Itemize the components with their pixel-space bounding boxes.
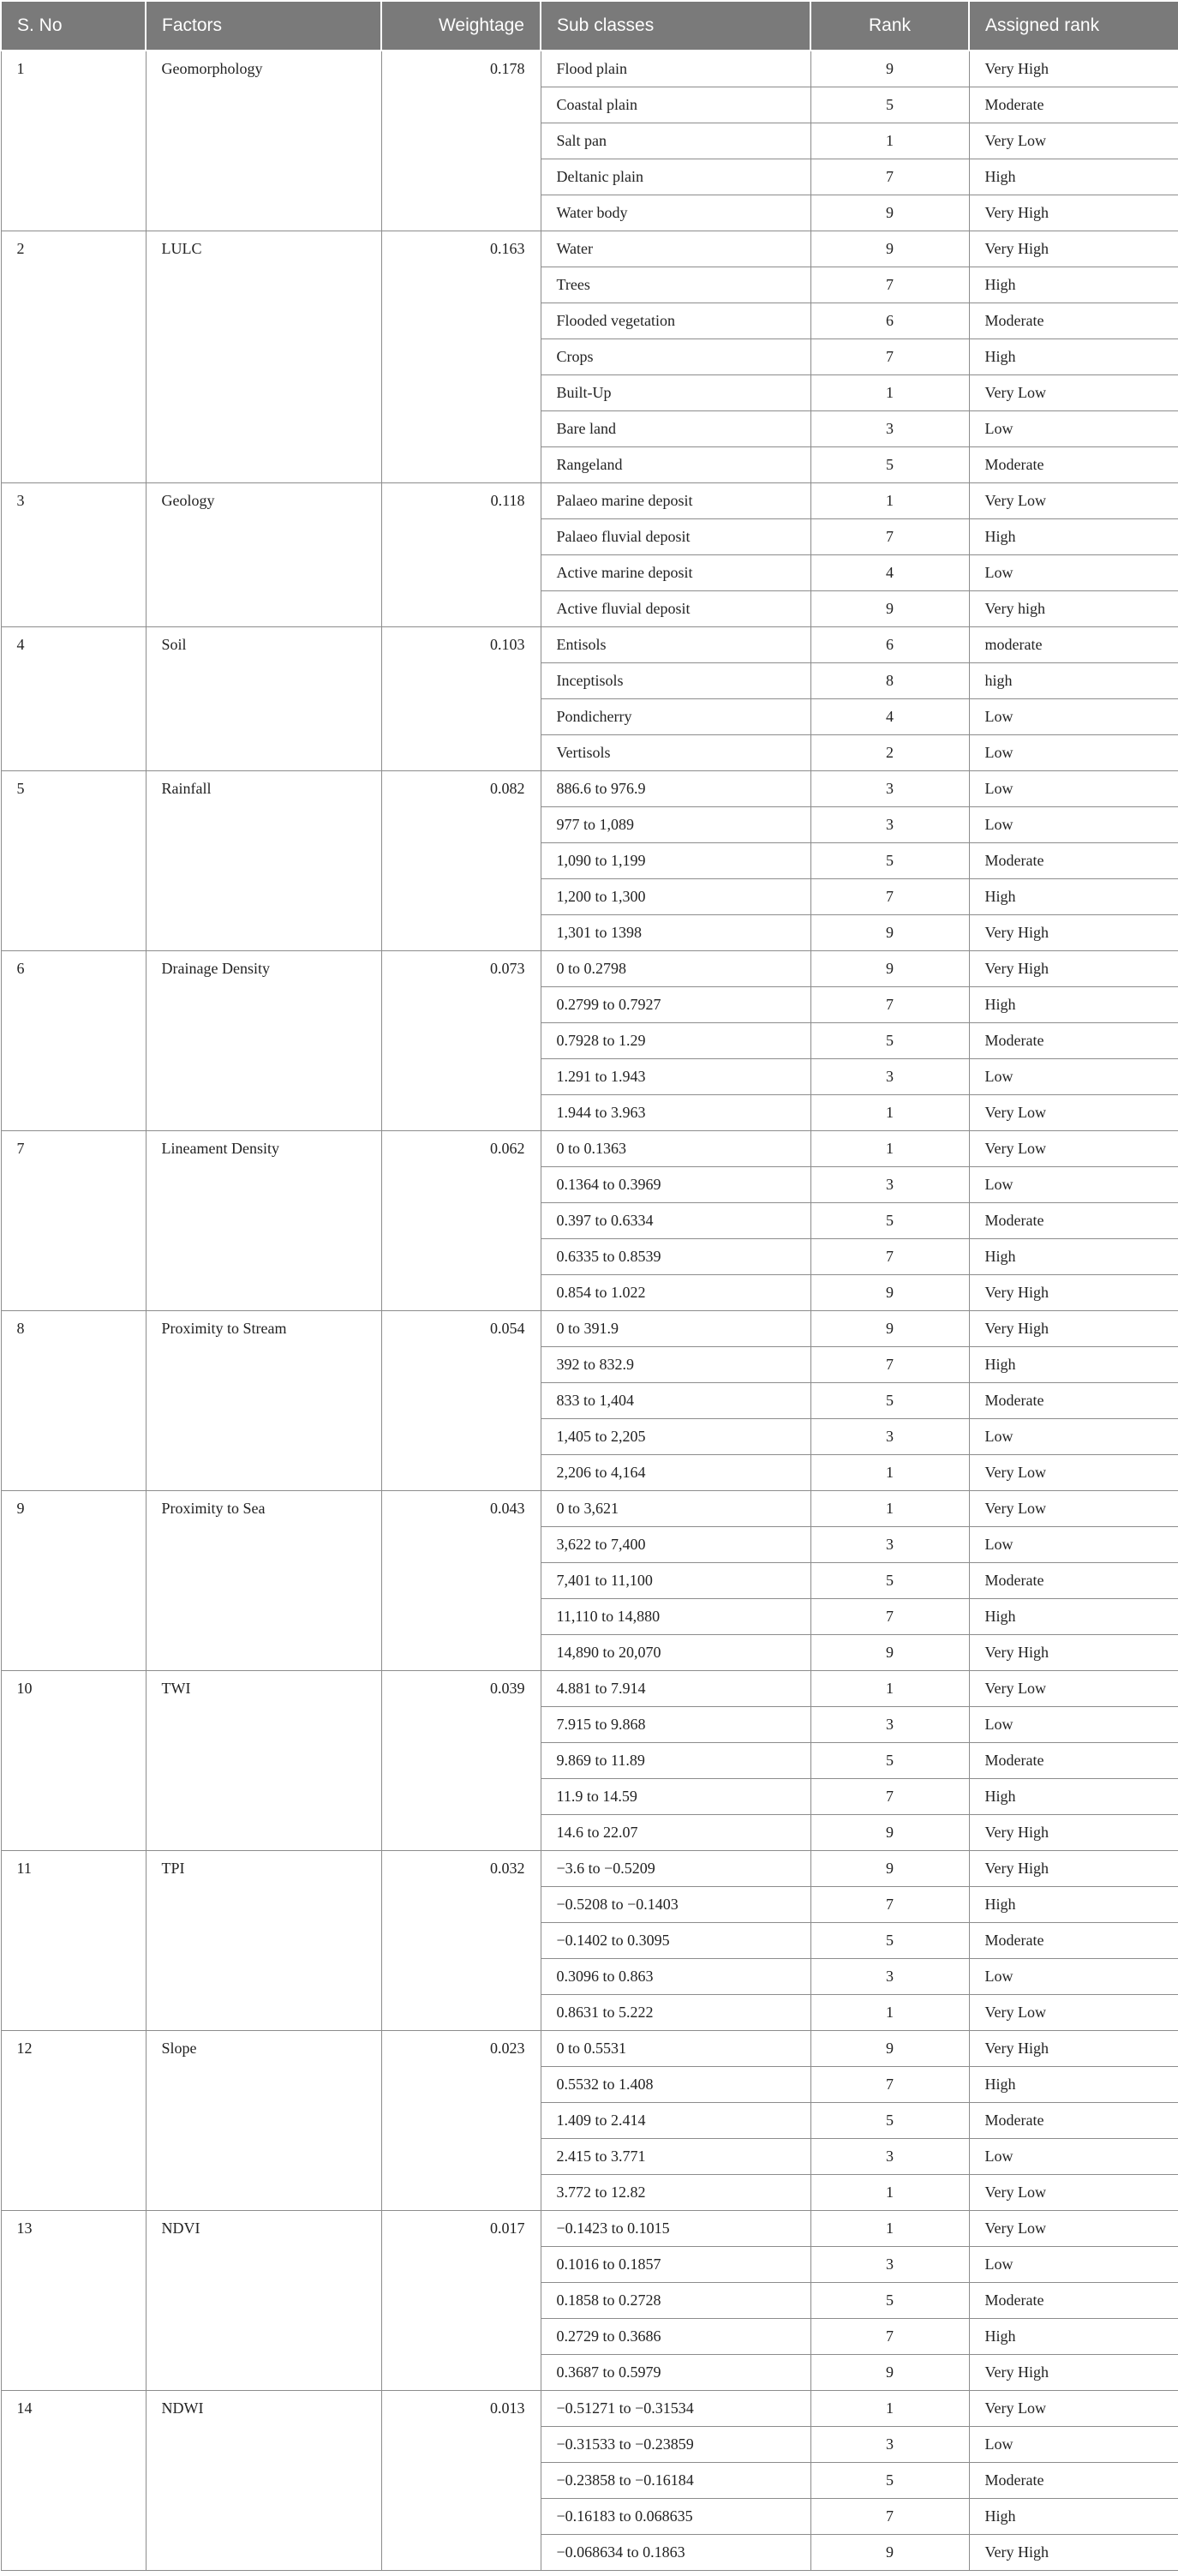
rank-cell: 9 bbox=[810, 915, 969, 951]
sub-class-cell: 0.5532 to 1.408 bbox=[541, 2067, 810, 2103]
assigned-rank-cell: high bbox=[969, 663, 1178, 699]
sub-class-cell: 0.2729 to 0.3686 bbox=[541, 2319, 810, 2355]
weightage-cell: 0.023 bbox=[381, 2031, 541, 2211]
sub-class-cell: Active fluvial deposit bbox=[541, 591, 810, 627]
rank-cell: 9 bbox=[810, 2535, 969, 2571]
sub-class-cell: 0 to 0.1363 bbox=[541, 1131, 810, 1167]
sub-class-cell: 9.869 to 11.89 bbox=[541, 1743, 810, 1779]
assigned-rank-cell: High bbox=[969, 1779, 1178, 1815]
sub-class-cell: 14.6 to 22.07 bbox=[541, 1815, 810, 1851]
assigned-rank-cell: Very High bbox=[969, 915, 1178, 951]
weightage-cell: 0.039 bbox=[381, 1671, 541, 1851]
sub-class-cell: Deltanic plain bbox=[541, 159, 810, 195]
rank-cell: 3 bbox=[810, 1167, 969, 1203]
assigned-rank-cell: Low bbox=[969, 2139, 1178, 2175]
sub-class-cell: Rangeland bbox=[541, 447, 810, 483]
sub-class-cell: 7.915 to 9.868 bbox=[541, 1707, 810, 1743]
rank-cell: 9 bbox=[810, 231, 969, 267]
rank-cell: 1 bbox=[810, 483, 969, 519]
assigned-rank-cell: Very Low bbox=[969, 1671, 1178, 1707]
assigned-rank-cell: High bbox=[969, 339, 1178, 375]
sub-class-cell: 0.1016 to 0.1857 bbox=[541, 2247, 810, 2283]
sub-class-cell: 2.415 to 3.771 bbox=[541, 2139, 810, 2175]
assigned-rank-cell: Moderate bbox=[969, 1023, 1178, 1059]
rank-cell: 8 bbox=[810, 663, 969, 699]
assigned-rank-cell: Low bbox=[969, 699, 1178, 735]
rank-cell: 6 bbox=[810, 627, 969, 663]
assigned-rank-cell: High bbox=[969, 2499, 1178, 2535]
rank-cell: 5 bbox=[810, 447, 969, 483]
assigned-rank-cell: Moderate bbox=[969, 1743, 1178, 1779]
sub-class-cell: Water bbox=[541, 231, 810, 267]
table-row bbox=[1, 1851, 1178, 1887]
table-row bbox=[1, 2031, 1178, 2067]
assigned-rank-cell: Very Low bbox=[969, 1995, 1178, 2031]
table-row bbox=[1, 1311, 1178, 1347]
rank-cell: 5 bbox=[810, 87, 969, 123]
sub-class-cell: −0.1402 to 0.3095 bbox=[541, 1923, 810, 1959]
assigned-rank-cell: Moderate bbox=[969, 2463, 1178, 2499]
sub-class-cell: 0.1858 to 0.2728 bbox=[541, 2283, 810, 2319]
sub-class-cell: −0.1423 to 0.1015 bbox=[541, 2211, 810, 2247]
factor-cell: TWI bbox=[146, 1671, 381, 1851]
weightage-cell: 0.118 bbox=[381, 483, 541, 627]
assigned-rank-cell: High bbox=[969, 1887, 1178, 1923]
rank-cell: 3 bbox=[810, 1059, 969, 1095]
table-row bbox=[1, 951, 1178, 987]
rank-cell: 1 bbox=[810, 2391, 969, 2427]
sub-class-cell: Crops bbox=[541, 339, 810, 375]
assigned-rank-cell: Very Low bbox=[969, 1491, 1178, 1527]
factor-cell: NDVI bbox=[146, 2211, 381, 2391]
sub-class-cell: −0.23858 to −0.16184 bbox=[541, 2463, 810, 2499]
header-sno: S. No bbox=[1, 1, 146, 51]
sub-class-cell: 7,401 to 11,100 bbox=[541, 1563, 810, 1599]
assigned-rank-cell: Low bbox=[969, 555, 1178, 591]
table-row bbox=[1, 1491, 1178, 1527]
sub-class-cell: 0 to 0.2798 bbox=[541, 951, 810, 987]
assigned-rank-cell: Very High bbox=[969, 2355, 1178, 2391]
rank-cell: 7 bbox=[810, 987, 969, 1023]
sub-class-cell: 0.397 to 0.6334 bbox=[541, 1203, 810, 1239]
table-row bbox=[1, 483, 1178, 519]
rank-cell: 5 bbox=[810, 843, 969, 879]
rank-cell: 5 bbox=[810, 2103, 969, 2139]
factor-cell: Slope bbox=[146, 2031, 381, 2211]
sub-class-cell: −0.068634 to 0.1863 bbox=[541, 2535, 810, 2571]
assigned-rank-cell: Low bbox=[969, 1167, 1178, 1203]
assigned-rank-cell: Very High bbox=[969, 231, 1178, 267]
rank-cell: 7 bbox=[810, 339, 969, 375]
sub-class-cell: Water body bbox=[541, 195, 810, 231]
sub-class-cell: 11,110 to 14,880 bbox=[541, 1599, 810, 1635]
assigned-rank-cell: Very High bbox=[969, 951, 1178, 987]
assigned-rank-cell: Moderate bbox=[969, 1563, 1178, 1599]
rank-cell: 7 bbox=[810, 519, 969, 555]
sub-class-cell: Entisols bbox=[541, 627, 810, 663]
rank-cell: 1 bbox=[810, 2175, 969, 2211]
assigned-rank-cell: Moderate bbox=[969, 2103, 1178, 2139]
table-row bbox=[1, 231, 1178, 267]
rank-cell: 5 bbox=[810, 1023, 969, 1059]
assigned-rank-cell: Low bbox=[969, 2427, 1178, 2463]
assigned-rank-cell: Very High bbox=[969, 2031, 1178, 2067]
weightage-cell: 0.163 bbox=[381, 231, 541, 483]
assigned-rank-cell: Very High bbox=[969, 1635, 1178, 1671]
rank-cell: 9 bbox=[810, 1311, 969, 1347]
table-row bbox=[1, 51, 1178, 87]
assigned-rank-cell: Very High bbox=[969, 2535, 1178, 2571]
sub-class-cell: 0.8631 to 5.222 bbox=[541, 1995, 810, 2031]
rank-cell: 5 bbox=[810, 1923, 969, 1959]
rank-cell: 9 bbox=[810, 1275, 969, 1311]
assigned-rank-cell: Low bbox=[969, 771, 1178, 807]
table-body bbox=[1, 51, 1178, 2571]
assigned-rank-cell: Very High bbox=[969, 1275, 1178, 1311]
weightage-cell: 0.082 bbox=[381, 771, 541, 951]
rank-cell: 5 bbox=[810, 2283, 969, 2319]
rank-cell: 3 bbox=[810, 1707, 969, 1743]
rank-cell: 3 bbox=[810, 1527, 969, 1563]
sub-class-cell: 1,405 to 2,205 bbox=[541, 1419, 810, 1455]
assigned-rank-cell: Moderate bbox=[969, 1203, 1178, 1239]
weightage-cell: 0.013 bbox=[381, 2391, 541, 2571]
rank-cell: 3 bbox=[810, 2427, 969, 2463]
rank-cell: 1 bbox=[810, 1671, 969, 1707]
assigned-rank-cell: Moderate bbox=[969, 1923, 1178, 1959]
assigned-rank-cell: Moderate bbox=[969, 1383, 1178, 1419]
assigned-rank-cell: Very High bbox=[969, 1311, 1178, 1347]
rank-cell: 7 bbox=[810, 267, 969, 303]
assigned-rank-cell: Very Low bbox=[969, 1095, 1178, 1131]
weightage-cell: 0.062 bbox=[381, 1131, 541, 1311]
rank-cell: 7 bbox=[810, 159, 969, 195]
weightage-cell: 0.043 bbox=[381, 1491, 541, 1671]
sub-class-cell: 886.6 to 976.9 bbox=[541, 771, 810, 807]
assigned-rank-cell: High bbox=[969, 2067, 1178, 2103]
sub-class-cell: 1.944 to 3.963 bbox=[541, 1095, 810, 1131]
rank-cell: 5 bbox=[810, 1383, 969, 1419]
sub-class-cell: 0.3687 to 0.5979 bbox=[541, 2355, 810, 2391]
rank-cell: 1 bbox=[810, 1095, 969, 1131]
sub-class-cell: −0.31533 to −0.23859 bbox=[541, 2427, 810, 2463]
rank-cell: 7 bbox=[810, 879, 969, 915]
sub-class-cell: 1,200 to 1,300 bbox=[541, 879, 810, 915]
rank-cell: 3 bbox=[810, 1959, 969, 1995]
assigned-rank-cell: Low bbox=[969, 2247, 1178, 2283]
assigned-rank-cell: Moderate bbox=[969, 87, 1178, 123]
factor-cell: Drainage Density bbox=[146, 951, 381, 1131]
assigned-rank-cell: Low bbox=[969, 1059, 1178, 1095]
rank-cell: 3 bbox=[810, 411, 969, 447]
factor-cell: Soil bbox=[146, 627, 381, 771]
rank-cell: 9 bbox=[810, 1815, 969, 1851]
weightage-cell: 0.073 bbox=[381, 951, 541, 1131]
sub-class-cell: 3,622 to 7,400 bbox=[541, 1527, 810, 1563]
sno-cell: 13 bbox=[1, 2211, 146, 2391]
sno-cell: 7 bbox=[1, 1131, 146, 1311]
sub-class-cell: 0.7928 to 1.29 bbox=[541, 1023, 810, 1059]
sub-class-cell: 0.6335 to 0.8539 bbox=[541, 1239, 810, 1275]
sno-cell: 1 bbox=[1, 51, 146, 231]
assigned-rank-cell: Very Low bbox=[969, 2211, 1178, 2247]
rank-cell: 1 bbox=[810, 375, 969, 411]
assigned-rank-cell: Moderate bbox=[969, 303, 1178, 339]
assigned-rank-cell: Very Low bbox=[969, 375, 1178, 411]
factor-cell: TPI bbox=[146, 1851, 381, 2031]
assigned-rank-cell: Very Low bbox=[969, 1131, 1178, 1167]
header-row bbox=[1, 1, 1178, 51]
sub-class-cell: Pondicherry bbox=[541, 699, 810, 735]
table-row bbox=[1, 1671, 1178, 1707]
assigned-rank-cell: Low bbox=[969, 807, 1178, 843]
factor-cell: LULC bbox=[146, 231, 381, 483]
rank-cell: 9 bbox=[810, 1851, 969, 1887]
sub-class-cell: 1,301 to 1398 bbox=[541, 915, 810, 951]
assigned-rank-cell: High bbox=[969, 519, 1178, 555]
sno-cell: 11 bbox=[1, 1851, 146, 2031]
assigned-rank-cell: Low bbox=[969, 1527, 1178, 1563]
assigned-rank-cell: High bbox=[969, 1347, 1178, 1383]
sub-class-cell: 4.881 to 7.914 bbox=[541, 1671, 810, 1707]
weightage-cell: 0.032 bbox=[381, 1851, 541, 2031]
sub-class-cell: 392 to 832.9 bbox=[541, 1347, 810, 1383]
sub-class-cell: −3.6 to −0.5209 bbox=[541, 1851, 810, 1887]
assigned-rank-cell: Very High bbox=[969, 1851, 1178, 1887]
header-assigned-rank: Assigned rank bbox=[969, 1, 1178, 51]
assigned-rank-cell: Low bbox=[969, 735, 1178, 771]
sub-class-cell: Coastal plain bbox=[541, 87, 810, 123]
rank-cell: 7 bbox=[810, 1887, 969, 1923]
sub-class-cell: 0.1364 to 0.3969 bbox=[541, 1167, 810, 1203]
rank-cell: 7 bbox=[810, 2067, 969, 2103]
assigned-rank-cell: Very Low bbox=[969, 1455, 1178, 1491]
rank-cell: 5 bbox=[810, 1203, 969, 1239]
assigned-rank-cell: moderate bbox=[969, 627, 1178, 663]
sno-cell: 9 bbox=[1, 1491, 146, 1671]
sub-class-cell: 3.772 to 12.82 bbox=[541, 2175, 810, 2211]
rank-cell: 5 bbox=[810, 2463, 969, 2499]
factor-cell: Proximity to Sea bbox=[146, 1491, 381, 1671]
sub-class-cell: 0.854 to 1.022 bbox=[541, 1275, 810, 1311]
table-row bbox=[1, 2211, 1178, 2247]
sub-class-cell: Active marine deposit bbox=[541, 555, 810, 591]
weightage-cell: 0.103 bbox=[381, 627, 541, 771]
rank-cell: 9 bbox=[810, 2355, 969, 2391]
sno-cell: 2 bbox=[1, 231, 146, 483]
assigned-rank-cell: Very Low bbox=[969, 2391, 1178, 2427]
weightage-cell: 0.178 bbox=[381, 51, 541, 231]
sub-class-cell: 977 to 1,089 bbox=[541, 807, 810, 843]
sub-class-cell: 0 to 3,621 bbox=[541, 1491, 810, 1527]
rank-cell: 7 bbox=[810, 1347, 969, 1383]
sno-cell: 3 bbox=[1, 483, 146, 627]
weightage-cell: 0.054 bbox=[381, 1311, 541, 1491]
rank-cell: 5 bbox=[810, 1563, 969, 1599]
sub-class-cell: Palaeo fluvial deposit bbox=[541, 519, 810, 555]
weightage-cell: 0.017 bbox=[381, 2211, 541, 2391]
sub-class-cell: Salt pan bbox=[541, 123, 810, 159]
sub-class-cell: 2,206 to 4,164 bbox=[541, 1455, 810, 1491]
rank-cell: 4 bbox=[810, 555, 969, 591]
rank-cell: 7 bbox=[810, 1599, 969, 1635]
assigned-rank-cell: High bbox=[969, 879, 1178, 915]
table-row bbox=[1, 2391, 1178, 2427]
assigned-rank-cell: Very High bbox=[969, 195, 1178, 231]
rank-cell: 7 bbox=[810, 2319, 969, 2355]
sub-class-cell: Palaeo marine deposit bbox=[541, 483, 810, 519]
sub-class-cell: 14,890 to 20,070 bbox=[541, 1635, 810, 1671]
rank-cell: 3 bbox=[810, 2247, 969, 2283]
assigned-rank-cell: High bbox=[969, 2319, 1178, 2355]
rank-cell: 4 bbox=[810, 699, 969, 735]
sub-class-cell: Flooded vegetation bbox=[541, 303, 810, 339]
sub-class-cell: −0.51271 to −0.31534 bbox=[541, 2391, 810, 2427]
rank-cell: 3 bbox=[810, 771, 969, 807]
sub-class-cell: −0.5208 to −0.1403 bbox=[541, 1887, 810, 1923]
assigned-rank-cell: Moderate bbox=[969, 447, 1178, 483]
sno-cell: 5 bbox=[1, 771, 146, 951]
rank-cell: 2 bbox=[810, 735, 969, 771]
table-row bbox=[1, 627, 1178, 663]
assigned-rank-cell: High bbox=[969, 267, 1178, 303]
rank-cell: 7 bbox=[810, 1779, 969, 1815]
assigned-rank-cell: Low bbox=[969, 1707, 1178, 1743]
sub-class-cell: Flood plain bbox=[541, 51, 810, 87]
header-rank: Rank bbox=[810, 1, 969, 51]
sub-class-cell: 1.291 to 1.943 bbox=[541, 1059, 810, 1095]
assigned-rank-cell: Very Low bbox=[969, 2175, 1178, 2211]
rank-cell: 3 bbox=[810, 807, 969, 843]
assigned-rank-cell: Moderate bbox=[969, 2283, 1178, 2319]
factor-cell: Proximity to Stream bbox=[146, 1311, 381, 1491]
rank-cell: 7 bbox=[810, 2499, 969, 2535]
factor-cell: Lineament Density bbox=[146, 1131, 381, 1311]
assigned-rank-cell: Very Low bbox=[969, 483, 1178, 519]
sno-cell: 8 bbox=[1, 1311, 146, 1491]
sno-cell: 4 bbox=[1, 627, 146, 771]
rank-cell: 1 bbox=[810, 1455, 969, 1491]
assigned-rank-cell: Low bbox=[969, 1959, 1178, 1995]
assigned-rank-cell: Low bbox=[969, 1419, 1178, 1455]
assigned-rank-cell: Very High bbox=[969, 1815, 1178, 1851]
factor-cell: NDWI bbox=[146, 2391, 381, 2571]
assigned-rank-cell: Low bbox=[969, 411, 1178, 447]
table-row bbox=[1, 1131, 1178, 1167]
rank-cell: 7 bbox=[810, 1239, 969, 1275]
sub-class-cell: 1,090 to 1,199 bbox=[541, 843, 810, 879]
sno-cell: 6 bbox=[1, 951, 146, 1131]
rank-cell: 9 bbox=[810, 951, 969, 987]
rank-cell: 9 bbox=[810, 1635, 969, 1671]
header-weightage: Weightage bbox=[381, 1, 541, 51]
rank-cell: 9 bbox=[810, 591, 969, 627]
factor-cell: Geomorphology bbox=[146, 51, 381, 231]
sno-cell: 10 bbox=[1, 1671, 146, 1851]
sno-cell: 12 bbox=[1, 2031, 146, 2211]
assigned-rank-cell: High bbox=[969, 1599, 1178, 1635]
factor-cell: Geology bbox=[146, 483, 381, 627]
rank-cell: 1 bbox=[810, 1131, 969, 1167]
sub-class-cell: 0.3096 to 0.863 bbox=[541, 1959, 810, 1995]
assigned-rank-cell: Very Low bbox=[969, 123, 1178, 159]
sub-class-cell: 11.9 to 14.59 bbox=[541, 1779, 810, 1815]
sub-class-cell: Vertisols bbox=[541, 735, 810, 771]
sub-class-cell: 833 to 1,404 bbox=[541, 1383, 810, 1419]
rank-cell: 3 bbox=[810, 2139, 969, 2175]
rank-cell: 9 bbox=[810, 2031, 969, 2067]
rank-cell: 1 bbox=[810, 1491, 969, 1527]
rank-cell: 1 bbox=[810, 1995, 969, 2031]
sub-class-cell: −0.16183 to 0.068635 bbox=[541, 2499, 810, 2535]
rank-cell: 5 bbox=[810, 1743, 969, 1779]
sno-cell: 14 bbox=[1, 2391, 146, 2571]
sub-class-cell: 0 to 391.9 bbox=[541, 1311, 810, 1347]
assigned-rank-cell: Moderate bbox=[969, 843, 1178, 879]
assigned-rank-cell: High bbox=[969, 159, 1178, 195]
rank-cell: 1 bbox=[810, 2211, 969, 2247]
rank-cell: 6 bbox=[810, 303, 969, 339]
sub-class-cell: Bare land bbox=[541, 411, 810, 447]
assigned-rank-cell: Very High bbox=[969, 51, 1178, 87]
assigned-rank-cell: High bbox=[969, 1239, 1178, 1275]
factor-cell: Rainfall bbox=[146, 771, 381, 951]
header-factors: Factors bbox=[146, 1, 381, 51]
header-sub-classes: Sub classes bbox=[541, 1, 810, 51]
rank-cell: 9 bbox=[810, 51, 969, 87]
table-row bbox=[1, 771, 1178, 807]
sub-class-cell: Trees bbox=[541, 267, 810, 303]
rank-cell: 1 bbox=[810, 123, 969, 159]
rank-cell: 9 bbox=[810, 195, 969, 231]
rank-cell: 3 bbox=[810, 1419, 969, 1455]
sub-class-cell: Inceptisols bbox=[541, 663, 810, 699]
sub-class-cell: 1.409 to 2.414 bbox=[541, 2103, 810, 2139]
sub-class-cell: 0.2799 to 0.7927 bbox=[541, 987, 810, 1023]
assigned-rank-cell: Very high bbox=[969, 591, 1178, 627]
sub-class-cell: 0 to 0.5531 bbox=[541, 2031, 810, 2067]
sub-class-cell: Built-Up bbox=[541, 375, 810, 411]
assigned-rank-cell: High bbox=[969, 987, 1178, 1023]
